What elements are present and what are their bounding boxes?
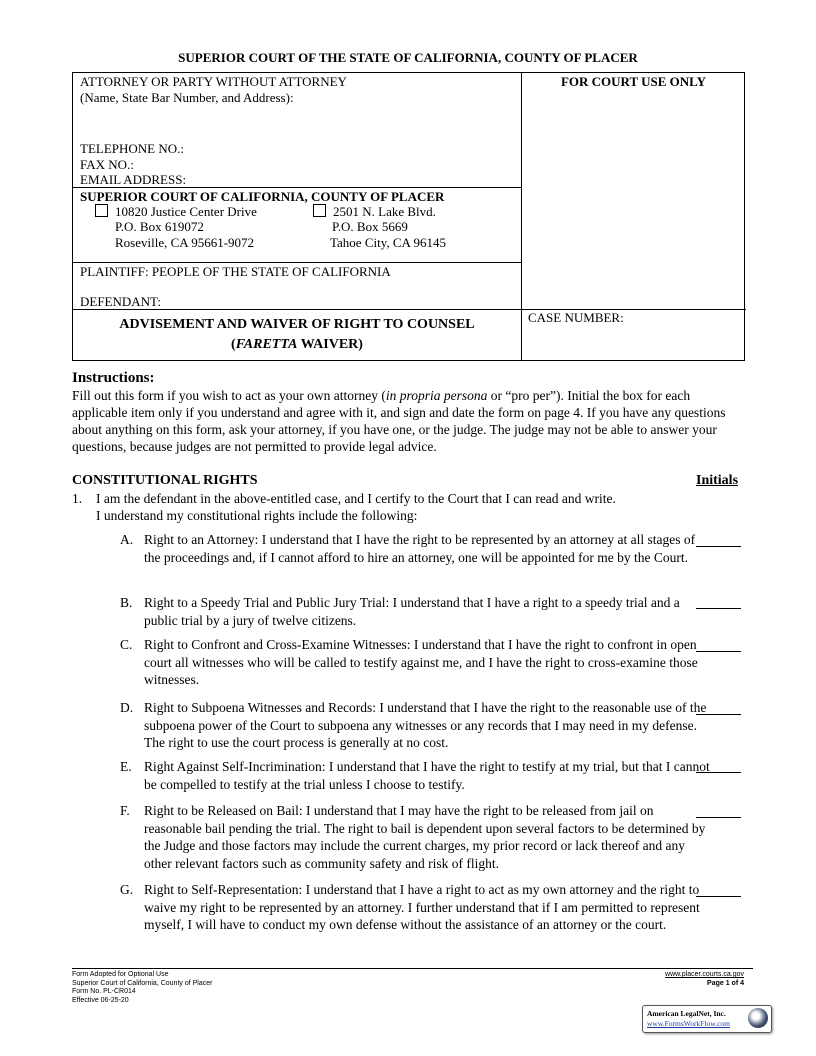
right-item-b [120,594,714,629]
constitutional-rights-heading: CONSTITUTIONAL RIGHTS [72,473,258,488]
instructions-heading: Instructions: [72,370,155,386]
instructions-text: Fill out this form if you wish to act as your own attorney (in propria persona or “pro per”). Initial the box for each applicable item only if you understand and agree with it, and sign and date the form on page 4. If you have any questions about anything on this form, ask your attorney, if you have one, or the judge. The judge may not be able to answer your questions, because judges are not permitted to provide legal advice. [72,388,726,454]
location-line3: Roseville, CA 95661-9072 [115,235,255,250]
form-title-line2: (FARETTA WAIVER) [231,337,363,352]
right-letter: G. [120,882,134,897]
initials-field-f[interactable] [696,816,741,818]
initials-field-g[interactable] [696,895,741,897]
location-checkbox[interactable] [95,204,108,217]
caption-box [72,72,745,361]
initials-field-b[interactable] [696,607,741,609]
footer-line: Superior Court of California, County of Placer [72,979,213,987]
legalnet-name: American LegalNet, Inc. [647,1009,726,1018]
right-item-d [120,699,714,752]
item-line2: I understand my constitutional rights include the following: [96,508,418,523]
footer-divider [72,968,753,969]
attorney-label: ATTORNEY OR PARTY WITHOUT ATTORNEY [80,74,347,89]
location-line2: P.O. Box 619072 [115,219,204,234]
defendant-label: DEFENDANT: [80,294,161,309]
footer-form-info [72,971,212,1005]
location-line3: Tahoe City, CA 96145 [330,235,446,250]
location-line1: 10820 Justice Center Drive [115,204,257,219]
item-number: 1. [72,491,83,506]
right-letter: D. [120,700,134,715]
right-letter: C. [120,637,133,652]
right-text: Right to an Attorney: I understand that I have the right to be represented by an attorney at all stages of the proceedings and, if I cannot afford to hire an attorney, one will be appointed for me by the Court. [144,532,696,565]
court-use-label: FOR COURT USE ONLY [560,74,707,89]
right-letter: A. [120,532,134,547]
fax-label: FAX NO.: [80,157,134,172]
plaintiff-label: PLAINTIFF: PEOPLE OF THE STATE OF CALIFORNIA [80,264,391,279]
item-line1: I am the defendant in the above-entitled case, and I certify to the Court that I can read and write. [96,491,616,506]
right-item-e [120,758,714,793]
location-line2: P.O. Box 5669 [332,219,408,234]
case-number-label: CASE NUMBER: [528,310,624,325]
footer-line: Form Adopted for Optional Use [72,971,169,978]
court-name: SUPERIOR COURT OF CALIFORNIA, COUNTY OF PLACER [80,189,445,204]
location-checkbox[interactable] [313,204,326,217]
attorney-sublabel: (Name, State Bar Number, and Address): [80,90,294,105]
right-item-a [120,531,714,566]
right-letter: E. [120,759,132,774]
footer-right [560,971,744,988]
legalnet-logo-icon [748,1008,768,1028]
email-label: EMAIL ADDRESS: [80,172,187,187]
footer-page: Page 1 of 4 [707,979,744,987]
right-letter: B. [120,595,133,610]
footer-line: Effective 06-25-20 [72,996,129,1004]
initials-field-c[interactable] [696,650,741,652]
right-text: Right to Subpoena Witnesses and Records: I understand that I have the right to the reasonable use of the subpoena power of the Court to subpoena any witnesses or any records that I may need in my defense. The right to use the court process is generally at no cost. [144,700,707,750]
caption-divider [73,262,521,263]
location-tahoe [313,204,436,220]
caption-divider-vertical [521,73,522,360]
right-item-f [120,802,714,872]
initials-field-e[interactable] [696,771,741,773]
right-text: Right to Confront and Cross-Examine Witnesses: I understand that I have the right to confront in open court all witnesses who will be called to testify against me, and I have the right to cross-examine those witnesses. [144,637,698,687]
court-title: SUPERIOR COURT OF THE STATE OF CALIFORNIA, COUNTY OF PLACER [178,50,638,65]
right-text: Right to Self-Representation: I understand that I have a right to act as my own attorney and the right to waive my right to be represented by an attorney. I further understand that if I am permitted to represent myself, I will have to conduct my own defense without the assistance of an attorney or the court. [144,882,700,932]
right-item-c [120,636,714,689]
initials-field-d[interactable] [696,713,741,715]
right-letter: F. [120,803,130,818]
location-roseville [95,204,257,220]
legalnet-url[interactable]: www.FormsWorkFlow.com [647,1019,731,1028]
right-text: Right to a Speedy Trial and Public Jury Trial: I understand that I have a right to a speedy trial and a public trial by a jury of twelve citizens. [144,595,680,628]
footer-line: Form No. PL-CR014 [72,988,136,995]
initials-label: Initials [696,473,739,488]
caption-divider [73,309,746,310]
right-text: Right Against Self-Incrimination: I understand that I have the right to testify at my trial, but that I cannot be compelled to testify at the trial unless I choose to testify. [144,759,710,792]
right-text: Right to be Released on Bail: I understand that I may have the right to be released from jail on reasonable bail pending the trial. The right to bail is dependent upon several factors to be determined by the Judge and those factors may include the current charges, my prior record or lack thereof and any other relevant factors such as community safety and risk of flight. [144,803,706,871]
location-line1: 2501 N. Lake Blvd. [333,204,436,219]
initials-field-a[interactable] [696,545,741,547]
form-title-line1: ADVISEMENT AND WAIVER OF RIGHT TO COUNSEL [119,317,475,332]
right-item-g [120,881,714,934]
legalnet-badge[interactable] [642,1005,772,1033]
telephone-label: TELEPHONE NO.: [80,141,184,156]
footer-website[interactable]: www.placer.courts.ca.gov [665,971,744,978]
form-title [73,315,521,355]
